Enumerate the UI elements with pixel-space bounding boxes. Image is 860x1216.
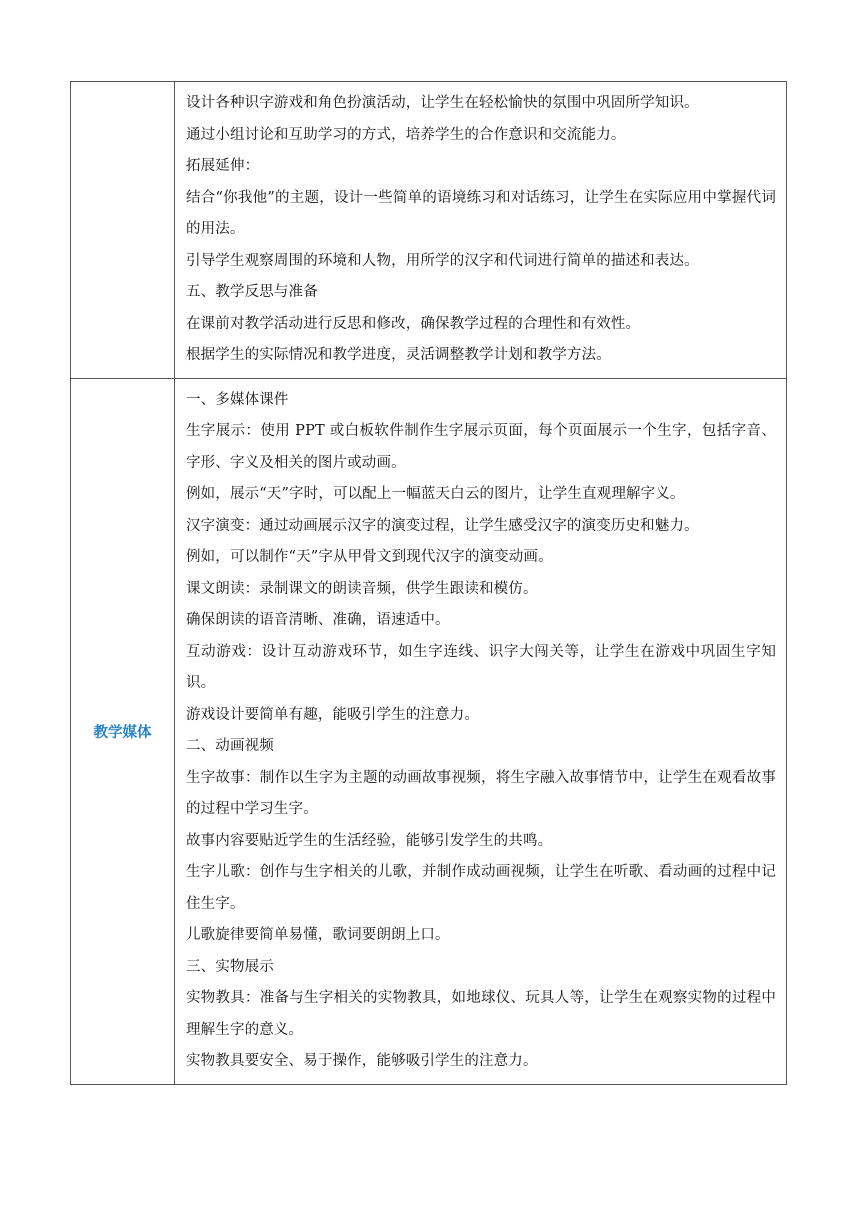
row-content-cell xyxy=(175,378,787,1084)
paragraph: 设计各种识字游戏和角色扮演活动，让学生在轻松愉快的氛围中巩固所学知识。 xyxy=(186,95,699,111)
section-heading: 一、多媒体课件 xyxy=(186,391,289,408)
paragraph: 游戏设计要简单有趣，能吸引学生的注意力。 xyxy=(186,706,479,723)
lesson-plan-table xyxy=(70,81,787,1085)
paragraph: 生字展示：使用 PPT 或白板软件制作生字展示页面，每个页面展示一个生字，包括字音、字形、字义及相关的图片或动画。 xyxy=(186,423,776,471)
paragraph: 互动游戏：设计互动游戏环节，如生字连线、识字大闯关等，让学生在游戏中巩固生字知识。 xyxy=(186,643,776,691)
section-heading: 三、实物展示 xyxy=(186,958,274,975)
paragraph: 实物教具要安全、易于操作，能够吸引学生的注意力。 xyxy=(186,1053,538,1069)
row-label: 教学媒体 xyxy=(93,724,152,741)
paragraph: 在课前对教学活动进行反思和修改，确保教学过程的合理性和有效性。 xyxy=(186,315,641,332)
paragraph-heading: 拓展延伸： xyxy=(186,158,260,174)
paragraph: 通过小组讨论和互助学习的方式，培养学生的合作意识和交流能力。 xyxy=(186,126,626,143)
row-label-cell xyxy=(71,378,175,1084)
paragraph: 引导学生观察周围的环境和人物，用所学的汉字和代词进行简单的描述和表达。 xyxy=(186,252,699,269)
paragraph: 例如，可以制作“天”字从甲骨文到现代汉字的演变动画。 xyxy=(186,549,553,565)
row-label-cell xyxy=(71,82,175,379)
row-content-cell xyxy=(175,82,787,379)
paragraph: 故事内容要贴近学生的生活经验，能够引发学生的共鸣。 xyxy=(186,832,553,849)
section-heading: 五、教学反思与准备 xyxy=(186,284,318,300)
table-row-continuation xyxy=(71,82,787,379)
table-row-teaching-media xyxy=(71,378,787,1084)
paragraph: 课文朗读：录制课文的朗读音频，供学生跟读和模仿。 xyxy=(186,580,538,597)
paragraph: 生字故事：制作以生字为主题的动画故事视频，将生字融入故事情节中，让学生在观看故事的过程中学习生字。 xyxy=(186,769,776,817)
section-heading: 二、动画视频 xyxy=(186,738,274,754)
paragraph: 实物教具：准备与生字相关的实物教具，如地球仪、玩具人等，让学生在观察实物的过程中理解生字的意义。 xyxy=(186,990,776,1038)
paragraph: 生字儿歌：创作与生字相关的儿歌，并制作成动画视频，让学生在听歌、看动画的过程中记住生字。 xyxy=(186,864,776,912)
paragraph: 确保朗读的语音清晰、准确，语速适中。 xyxy=(186,612,450,628)
paragraph: 根据学生的实际情况和教学进度，灵活调整教学计划和教学方法。 xyxy=(186,347,611,363)
paragraph: 儿歌旋律要简单易懂，歌词要朗朗上口。 xyxy=(186,927,450,943)
paragraph: 例如，展示“天”字时，可以配上一幅蓝天白云的图片，让学生直观理解字义。 xyxy=(186,486,685,502)
paragraph: 结合“你我他”的主题，设计一些简单的语境练习和对话练习，让学生在实际应用中掌握代词的用法。 xyxy=(186,189,776,237)
paragraph: 汉字演变：通过动画展示汉字的演变过程，让学生感受汉字的演变历史和魅力。 xyxy=(186,517,699,534)
